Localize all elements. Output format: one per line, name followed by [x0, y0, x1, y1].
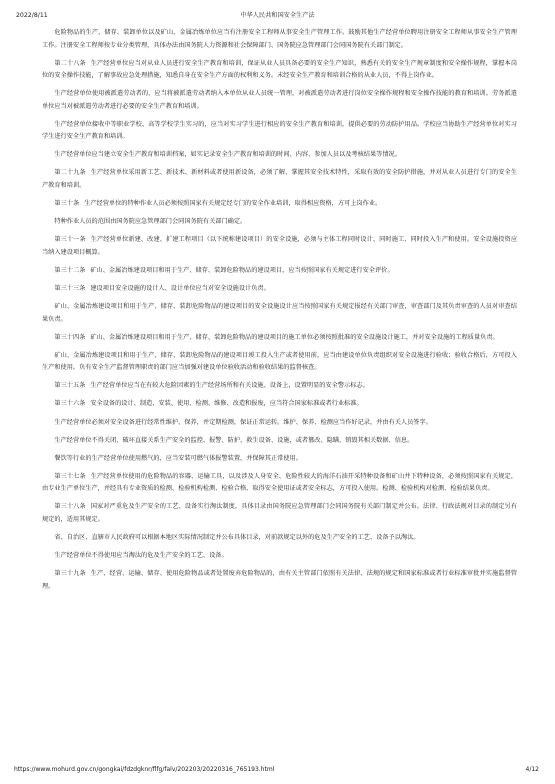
paragraph-text: 生产经营单位采用新工艺、新技术、新材料或者使用新设备，必须了解、掌握其安全技术特性，采取有效的安全防护措施，并对从业人员进行专门的安全生产教育和培训。 — [42, 169, 518, 189]
article-number: 第二十八条 — [54, 59, 86, 67]
page-url: https://www.mohurd.gov.cn/gongkai/fdzdgknr/flfg/falv/202203/20220316_765193.html — [14, 766, 275, 773]
law-paragraph — [42, 167, 517, 192]
article-number: 第三十九条 — [54, 570, 86, 578]
law-paragraph — [42, 58, 517, 83]
paragraph-text: 生产经营单位接收中等职业学校、高等学校学生实习的，应当对实习学生进行相应的安全生产教育和培训，提供必要的劳动防护用品。学校应当协助生产经营单位对实习学生进行安全生产教育和培训。 — [42, 120, 517, 141]
paragraph-text: 生产经营单位不得关闭、破坏直接关系生产安全的监控、报警、防护、救生设备、设施，或者篡改、隐瞒、销毁其相关数据、信息。 — [54, 436, 414, 444]
article-number: 第三十五条 — [54, 382, 86, 390]
paragraph-text: 生产经营单位使用被派遣劳动者的，应当将被派遣劳动者纳入本单位从业人员统一管理，对被派遣劳动者进行岗位安全操作规程和安全操作技能的教育和培训。劳务派遣单位应当对被派遣劳动者进行必要的安全生产教育和培训。 — [42, 90, 517, 110]
paragraph-text: 省、自治区、直辖市人民政府可以根据本地区实际情况制定并公布具体目录，对前款规定以外的危及生产安全的工艺、设备予以淘汰。 — [54, 533, 420, 541]
article-number: 第三十八条 — [54, 503, 86, 511]
paragraph-text: 矿山、金属冶炼建设项目和用于生产、储存、装卸危险物品的建设项目的安全设施设计应当按照国家有关规定报经有关部门审查，审查部门及其负责审查的人员对审查结果负责。 — [42, 303, 517, 323]
paragraph-text: 特种作业人员的范围由国务院应急管理部门会同国务院有关部门确定。 — [54, 218, 247, 226]
paragraph-text: 生产经营单位应当对从业人员进行安全生产教育和培训，保证从业人员具备必要的安全生产知识，熟悉有关的安全生产规章制度和安全操作规程，掌握本岗位的安全操作技能，了解事故应急处理措施，知悉自身在安全生产方面的权利和义务。未经安全生产教育和培训合格的从业人员，不得上岗作业。 — [42, 59, 518, 80]
law-paragraph — [42, 198, 517, 211]
law-paragraph — [42, 532, 517, 545]
print-header — [16, 10, 539, 22]
law-paragraph — [42, 380, 517, 393]
law-paragraph — [42, 435, 517, 448]
law-paragraph — [42, 417, 517, 430]
article-number: 第二十九条 — [54, 169, 86, 177]
paragraph-text: 生产经营单位不得使用应当淘汰的危及生产安全的工艺、设备。 — [54, 552, 228, 560]
law-paragraph — [42, 119, 517, 144]
law-paragraph — [42, 283, 517, 296]
law-paragraph — [42, 149, 517, 162]
law-paragraph — [42, 301, 517, 326]
paragraph-text: 生产、经营、运输、储存、使用危险物品或者处置废弃危险物品的，由有关主管部门依照有关法律、法规的规定和国家标准或者行业标准审批并实施监督管理。 — [42, 570, 518, 590]
law-paragraph — [42, 27, 517, 52]
law-paragraph — [42, 398, 517, 411]
article-number: 第三十四条 — [54, 333, 86, 341]
law-paragraph — [42, 568, 517, 593]
paragraph-text: 餐饮等行业的生产经营单位使用燃气的，应当安装可燃气体报警装置，并保障其正常使用。 — [54, 454, 302, 462]
law-paragraph — [42, 88, 517, 113]
paragraph-text: 生产经营单位的特种作业人员必须按照国家有关规定经专门的安全作业培训，取得相应资格，方可上岗作业。 — [84, 200, 382, 208]
law-paragraph — [42, 350, 517, 375]
law-paragraph — [42, 332, 517, 345]
law-text-body — [42, 27, 517, 599]
article-number: 第三十条 — [54, 200, 80, 208]
article-number: 第三十七条 — [54, 472, 86, 480]
article-number: 第三十六条 — [54, 400, 86, 408]
article-number: 第三十一条 — [54, 236, 86, 244]
paragraph-text: 生产经营单位应当建立安全生产教育和培训档案，如实记录安全生产教育和培训的时间、内容、参加人员以及考核结果等情况。 — [54, 151, 401, 159]
paragraph-text: 建设项目安全设施的设计人、设计单位应当对安全设施设计负责。 — [90, 284, 270, 292]
paragraph-text: 国家对严重危及生产安全的工艺、设备实行淘汰制度，具体目录由国务院应急管理部门会同国务院有关部门制定并公布。法律、行政法规对目录的制定另有规定的，适用其规定。 — [42, 503, 518, 523]
paragraph-text: 矿山、金属冶炼建设项目和用于生产、储存、装卸危险物品的建设项目竣工投入生产或者使用前，应当由建设单位负责组织对安全设施进行验收；验收合格后，方可投入生产和使用。负有安全生产监督管理职责的部门应当加强对建设单位验收活动和验收结果的监督核查。 — [42, 351, 517, 372]
paragraph-text: 生产经营单位使用的危险物品的容器、运输工具，以及涉及人身安全、危险性较大的海洋石油开采特种设备和矿山井下特种设备，必须按照国家有关规定，由专业生产单位生产，并经具有专业资质的检测、检验机构检测、检验合格，取得安全使用证或者安全标志，方可投入使用。检测、检验机构对检测、检验结果负责。 — [42, 472, 518, 493]
paragraph-text: 矿山、金属冶炼建设项目和用于生产、储存、装卸危险物品的建设项目，应当按照国家有关规定进行安全评价。 — [90, 266, 394, 274]
paragraph-text: 矿山、金属冶炼建设项目和用于生产、储存、装卸危险物品的建设项目的施工单位必须按照批准的安全设施设计施工，并对安全设施的工程质量负责。 — [90, 333, 499, 341]
paragraph-text: 生产经营单位新建、改建、扩建工程项目（以下统称建设项目）的安全设施，必须与主体工程同时设计、同时施工、同时投入生产和使用。安全设施投资应当纳入建设项目概算。 — [42, 236, 518, 256]
print-date: 2022/8/11 — [16, 12, 48, 19]
paragraph-text: 安全设备的设计、制造、安装、使用、检测、维修、改造和报废，应当符合国家标准或者行业标准。 — [90, 400, 363, 408]
paragraph-text: 生产经营单位应当在有较大危险因素的生产经营场所和有关设施、设备上，设置明显的安全警示标志。 — [90, 382, 369, 390]
print-footer — [14, 764, 539, 776]
law-paragraph — [42, 216, 517, 229]
article-number: 第三十二条 — [54, 266, 86, 274]
law-paragraph — [42, 265, 517, 278]
law-paragraph — [42, 501, 517, 526]
law-paragraph — [42, 550, 517, 563]
paragraph-text: 生产经营单位必须对安全设备进行经常性维护、保养，并定期检测，保证正常运转。维护、保养、检测应当作好记录，并由有关人员签字。 — [54, 418, 432, 426]
law-paragraph — [42, 453, 517, 466]
law-paragraph — [42, 234, 517, 259]
page-number: 4/12 — [525, 766, 539, 773]
document-title: 中华人民共和国安全生产法 — [240, 12, 315, 19]
article-number: 第三十三条 — [54, 284, 86, 292]
paragraph-text: 危险物品的生产、储存、装卸单位以及矿山、金属冶炼单位应当有注册安全工程师从事安全生产管理工作。鼓励其他生产经营单位聘用注册安全工程师从事安全生产管理工作。注册安全工程师按专业分类管理，具体办法由国务院人力资源和社会保障部门、国务院应急管理部门会同国务院有关部门制定。 — [42, 29, 517, 49]
law-paragraph — [42, 471, 517, 496]
